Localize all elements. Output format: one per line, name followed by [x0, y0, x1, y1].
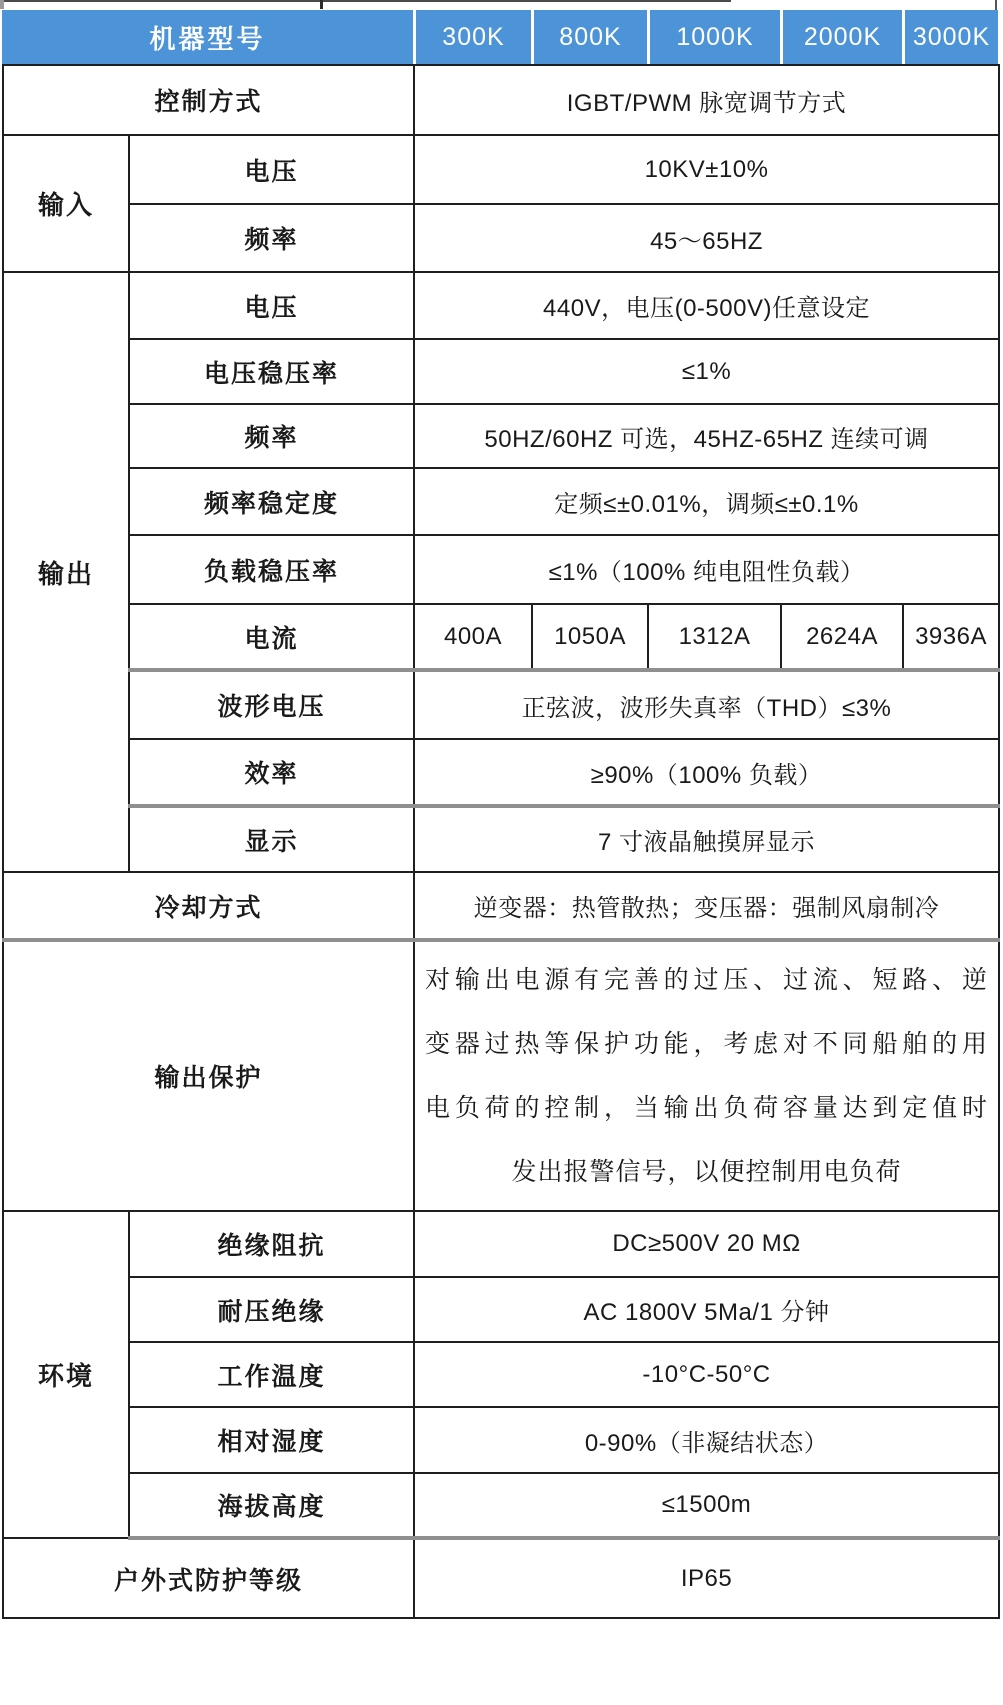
voltage-regulation-value: ≤1%	[414, 339, 999, 404]
input-voltage-label: 电压	[129, 135, 414, 204]
withstand-voltage-value: AC 1800V 5Ma/1 分钟	[414, 1277, 999, 1342]
row-input-frequency	[3, 204, 999, 272]
row-insulation-resistance	[3, 1211, 999, 1277]
protection-line: 变器过热等保护功能，考虑对不同船舶的用	[425, 1030, 989, 1058]
load-regulation-label: 负载稳压率	[129, 535, 414, 604]
efficiency-label: 效率	[129, 739, 414, 806]
control-label: 控制方式	[3, 65, 414, 135]
row-withstand-voltage	[3, 1277, 999, 1342]
input-frequency-value: 45～65HZ	[414, 204, 999, 272]
frequency-stability-value: 定频≤±0.01%，调频≤±0.1%	[414, 468, 999, 535]
model-column-300k: 300K	[413, 10, 531, 64]
current-value-2000k: 2624A	[781, 604, 903, 670]
current-value-800k: 1050A	[532, 604, 648, 670]
working-temperature-value: -10°C-50°C	[414, 1342, 999, 1407]
output-group-label: 输出	[3, 272, 129, 872]
row-input-voltage	[3, 135, 999, 204]
row-altitude	[3, 1473, 999, 1538]
current-value-1000k: 1312A	[648, 604, 781, 670]
row-ip-rating	[3, 1538, 999, 1618]
row-current	[3, 604, 999, 670]
row-voltage-regulation	[3, 339, 999, 404]
model-column-2000k: 2000K	[780, 10, 902, 64]
row-relative-humidity	[3, 1407, 999, 1473]
input-frequency-label: 频率	[129, 204, 414, 272]
efficiency-value: ≥90%（100% 负载）	[414, 739, 999, 806]
withstand-voltage-label: 耐压绝缘	[129, 1277, 414, 1342]
insulation-resistance-value: DC≥500V 20 MΩ	[414, 1211, 999, 1277]
input-group-label: 输入	[3, 135, 129, 272]
protection-line: 发出报警信号，以便控制用电负荷	[511, 1158, 902, 1186]
row-output-frequency	[3, 404, 999, 468]
waveform-value: 正弦波，波形失真率（THD）≤3%	[414, 670, 999, 739]
protection-label: 输出保护	[3, 940, 414, 1211]
output-frequency-value: 50HZ/60HZ 可选，45HZ-65HZ 连续可调	[414, 404, 999, 468]
protection-line: 电负荷的控制，当输出负荷容量达到定值时	[425, 1094, 989, 1122]
row-load-regulation	[3, 535, 999, 604]
model-header-label: 机器型号	[149, 23, 266, 54]
display-label: 显示	[129, 806, 414, 872]
ip-rating-label: 户外式防护等级	[3, 1538, 414, 1618]
frequency-stability-label: 频率稳定度	[129, 468, 414, 535]
output-voltage-value: 440V，电压(0-500V)任意设定	[414, 272, 999, 339]
relative-humidity-value: 0-90%（非凝结状态）	[414, 1407, 999, 1473]
cooling-value: 逆变器：热管散热；变压器：强制风扇制冷	[414, 872, 999, 940]
current-label: 电流	[129, 604, 414, 670]
load-regulation-value: ≤1%（100% 纯电阻性负载）	[414, 535, 999, 604]
row-output-voltage	[3, 272, 999, 339]
insulation-resistance-label: 绝缘阻抗	[129, 1211, 414, 1277]
output-voltage-label: 电压	[129, 272, 414, 339]
current-value-3000k: 3936A	[903, 604, 999, 670]
output-frequency-label: 频率	[129, 404, 414, 468]
cooling-label: 冷却方式	[3, 872, 414, 940]
model-column-1000k: 1000K	[647, 10, 780, 64]
environment-group-label: 环境	[3, 1211, 129, 1538]
altitude-label: 海拔高度	[129, 1473, 414, 1538]
row-working-temperature	[3, 1342, 999, 1407]
ip-rating-value: IP65	[414, 1538, 999, 1618]
crop-artifact-tick-right	[995, 0, 997, 10]
row-waveform	[3, 670, 999, 739]
control-value: IGBT/PWM 脉宽调节方式	[414, 65, 999, 135]
protection-line: 对输出电源有完善的过压、过流、短路、逆	[425, 966, 989, 994]
working-temperature-label: 工作温度	[129, 1342, 414, 1407]
model-header-row	[2, 10, 998, 64]
model-column-800k: 800K	[531, 10, 647, 64]
spec-table	[2, 64, 1000, 1619]
input-voltage-value: 10KV±10%	[414, 135, 999, 204]
current-value-300k: 400A	[414, 604, 532, 670]
display-value: 7 寸液晶触摸屏显示	[414, 806, 999, 872]
protection-paragraph	[415, 942, 998, 1210]
altitude-value: ≤1500m	[414, 1473, 999, 1538]
row-protection	[3, 940, 999, 1211]
protection-value	[414, 940, 999, 1211]
crop-artifact-tick-mid	[320, 0, 323, 9]
crop-artifact-line	[0, 0, 731, 2]
row-control	[3, 65, 999, 135]
row-efficiency	[3, 739, 999, 806]
row-display	[3, 806, 999, 872]
voltage-regulation-label: 电压稳压率	[129, 339, 414, 404]
relative-humidity-label: 相对湿度	[129, 1407, 414, 1473]
crop-artifact-tick-left	[0, 0, 4, 9]
waveform-label: 波形电压	[129, 670, 414, 739]
row-frequency-stability	[3, 468, 999, 535]
model-column-3000k: 3000K	[902, 10, 998, 64]
row-cooling	[3, 872, 999, 940]
